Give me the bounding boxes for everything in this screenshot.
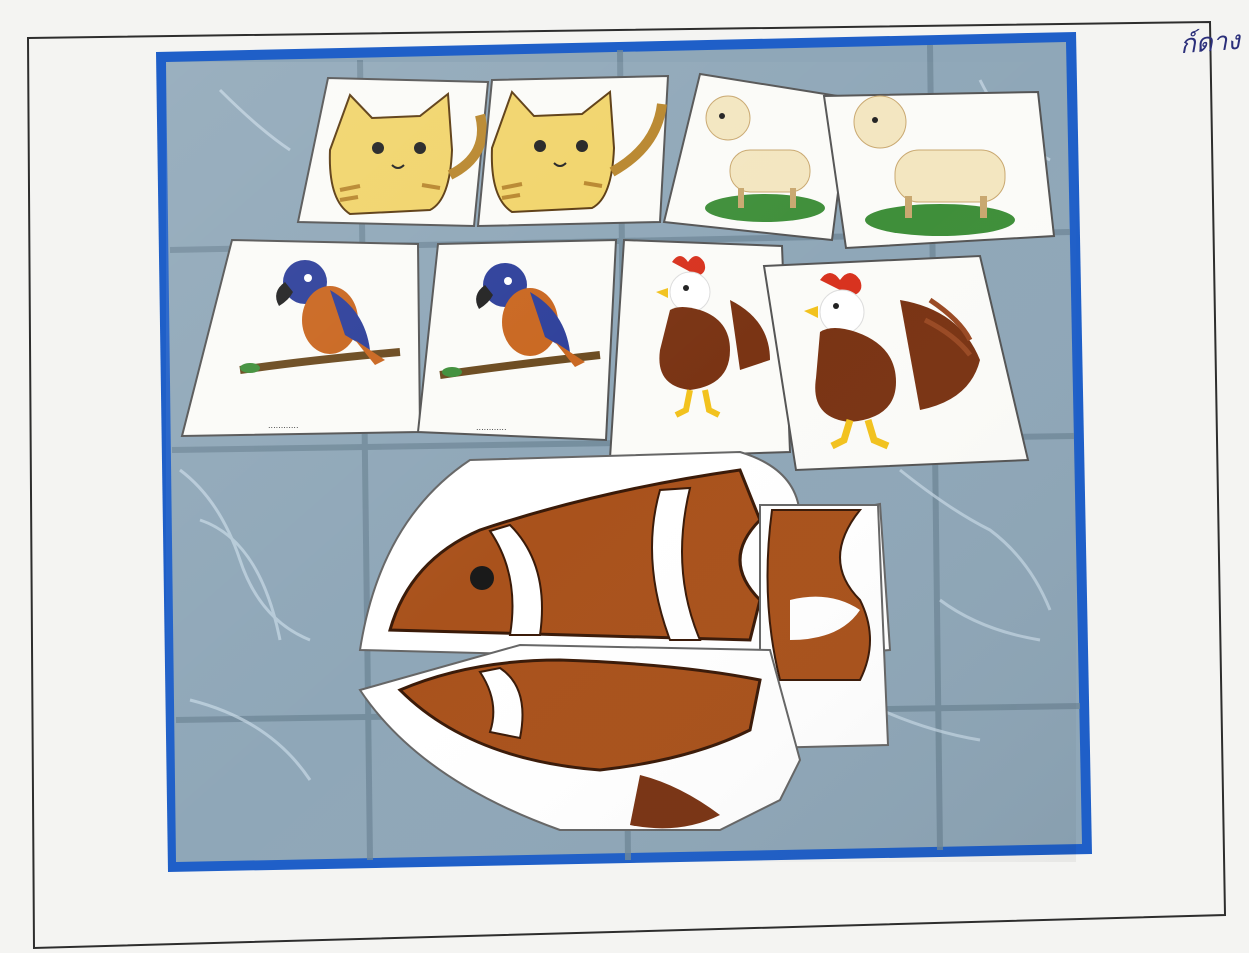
handwritten-note: ก์ดาง xyxy=(1179,25,1241,61)
card-caption: ............ xyxy=(476,423,507,432)
photo xyxy=(156,32,1092,872)
card-caption: ............ xyxy=(268,421,299,430)
glare xyxy=(166,62,1076,862)
